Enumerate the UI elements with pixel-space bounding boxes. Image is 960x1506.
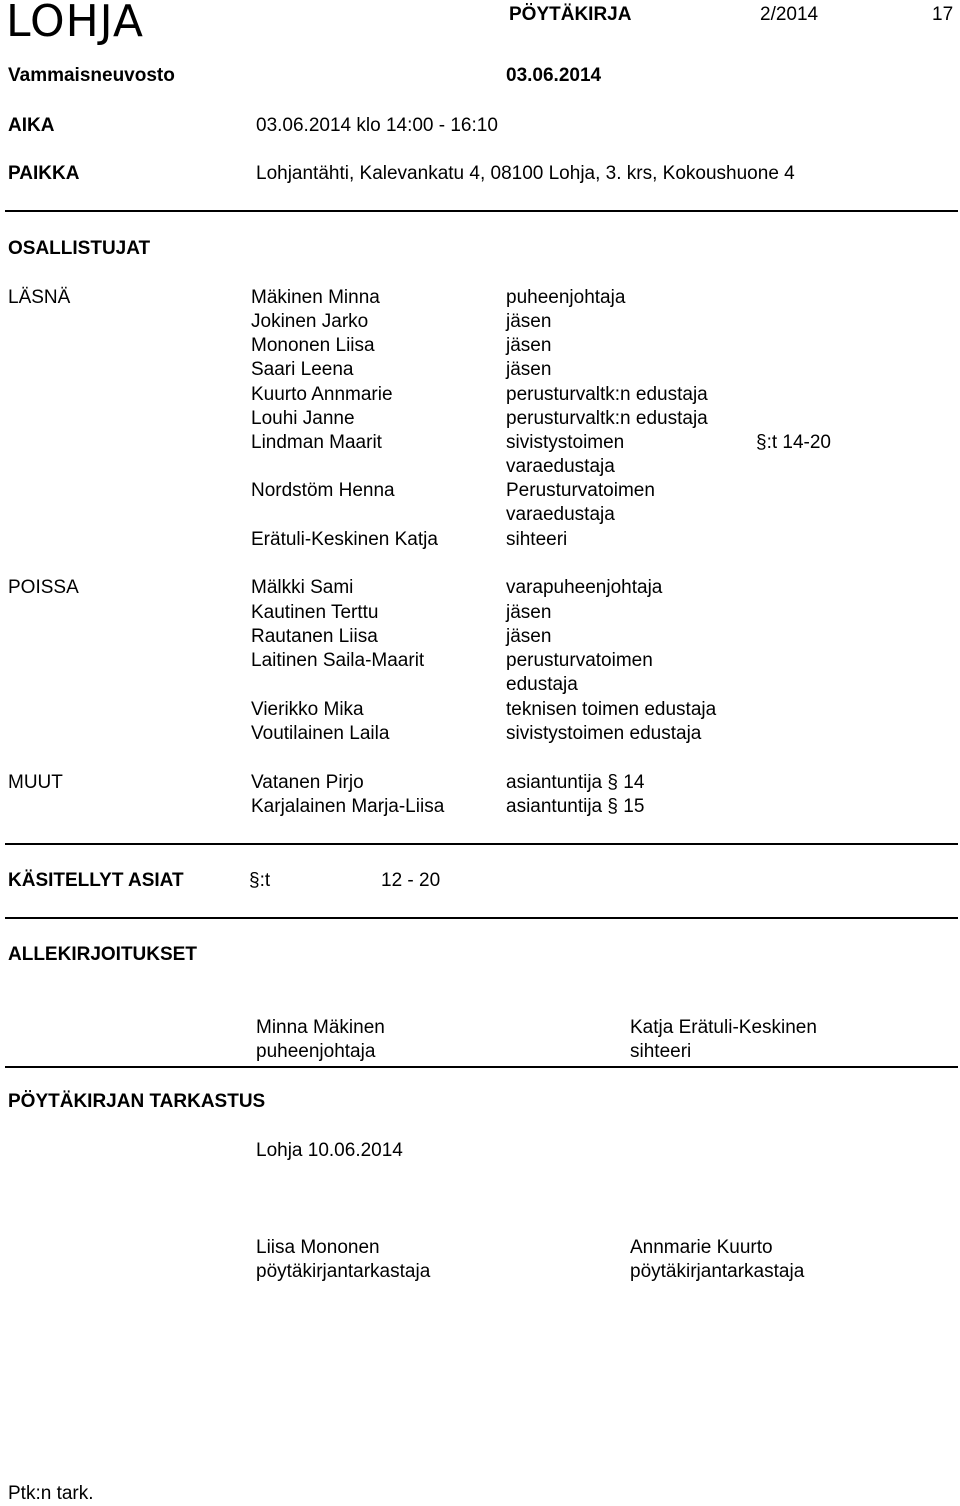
participant-role: jäsen [506, 602, 552, 623]
participant-role: sivistystoimen [506, 432, 625, 453]
participant-role: perusturvatoimen [506, 650, 653, 671]
organ-name: Vammaisneuvosto [8, 65, 175, 86]
reviewer-name: Annmarie Kuurto [630, 1237, 773, 1258]
list-item [0, 431, 960, 455]
place-value: Lohjantähti, Kalevankatu 4, 08100 Lohja, 3. krs, Kokoushuone 4 [256, 163, 795, 184]
divider [5, 210, 958, 212]
list-item [0, 722, 960, 746]
divider [5, 843, 958, 845]
list-item [0, 649, 960, 673]
list-item [0, 698, 960, 722]
reviewer-name: Liisa Mononen [256, 1237, 380, 1258]
participant-name: Voutilainen Laila [251, 723, 390, 744]
participant-name: Karjalainen Marja-Liisa [251, 796, 445, 817]
participant-name: Kautinen Terttu [251, 602, 379, 623]
participant-role: jäsen [506, 359, 552, 380]
review-place-date: Lohja 10.06.2014 [256, 1140, 403, 1161]
divider [5, 917, 958, 919]
participant-role: jäsen [506, 626, 552, 647]
list-item [0, 479, 960, 503]
participant-role: jäsen [506, 311, 552, 332]
list-item [0, 503, 960, 527]
list-item [0, 576, 960, 600]
participants-heading: OSALLISTUJAT [8, 238, 151, 259]
secretary-role: sihteeri [630, 1041, 692, 1062]
list-item [0, 310, 960, 334]
participant-role: asiantuntija § 15 [506, 796, 645, 817]
list-item [0, 286, 960, 310]
list-item [0, 528, 960, 552]
participant-role: varapuheenjohtaja [506, 577, 663, 598]
meeting-date: 03.06.2014 [506, 65, 602, 86]
participant-name: Lindman Maarit [251, 432, 382, 453]
list-item [0, 625, 960, 649]
participant-name: Vierikko Mika [251, 699, 364, 720]
participation-note: §:t 14-20 [756, 432, 831, 453]
reviewer-role: pöytäkirjantarkastaja [256, 1261, 431, 1282]
list-item [0, 407, 960, 431]
participant-name: Nordstöm Henna [251, 480, 395, 501]
page-number: 17 [932, 4, 954, 25]
list-item [0, 795, 960, 819]
reviewer-role: pöytäkirjantarkastaja [630, 1261, 805, 1282]
document-number: 2/2014 [760, 4, 819, 25]
participant-role: jäsen [506, 335, 552, 356]
items-range: 12 - 20 [381, 870, 441, 891]
list-item [0, 771, 960, 795]
list-item [0, 601, 960, 625]
participant-name: Jokinen Jarko [251, 311, 369, 332]
place-label: PAIKKA [8, 163, 80, 184]
signatures-label: ALLEKIRJOITUKSET [8, 944, 197, 965]
participant-role: varaedustaja [506, 504, 615, 525]
list-item [0, 673, 960, 697]
secretary-name: Katja Erätuli-Keskinen [630, 1017, 817, 1038]
items-label: KÄSITELLYT ASIAT [8, 870, 184, 891]
participant-role: sivistystoimen edustaja [506, 723, 702, 744]
lohja-logo: LOHJA [6, 0, 144, 47]
chair-role: puheenjohtaja [256, 1041, 376, 1062]
participant-name: Rautanen Liisa [251, 626, 378, 647]
footer-check: Ptk:n tark. [8, 1483, 94, 1504]
others-label: MUUT [8, 772, 63, 793]
participant-name: Laitinen Saila-Maarit [251, 650, 425, 671]
list-item [0, 383, 960, 407]
participant-role: Perusturvatoimen [506, 480, 655, 501]
present-label: LÄSNÄ [8, 287, 71, 308]
participant-name: Mäkinen Minna [251, 287, 380, 308]
participant-role: perusturvaltk:n edustaja [506, 384, 708, 405]
list-item [0, 455, 960, 479]
participant-role: edustaja [506, 674, 578, 695]
participant-role: puheenjohtaja [506, 287, 626, 308]
participant-name: Erätuli-Keskinen Katja [251, 529, 438, 550]
review-label: PÖYTÄKIRJAN TARKASTUS [8, 1091, 266, 1112]
time-value: 03.06.2014 klo 14:00 - 16:10 [256, 115, 498, 136]
participant-name: Kuurto Annmarie [251, 384, 393, 405]
document-type: PÖYTÄKIRJA [509, 4, 632, 25]
divider [5, 1066, 958, 1068]
participant-name: Mononen Liisa [251, 335, 375, 356]
time-label: AIKA [8, 115, 55, 136]
list-item [0, 358, 960, 382]
chair-name: Minna Mäkinen [256, 1017, 385, 1038]
participant-role: asiantuntija § 14 [506, 772, 645, 793]
participant-name: Mälkki Sami [251, 577, 354, 598]
participant-role: sihteeri [506, 529, 568, 550]
participant-name: Vatanen Pirjo [251, 772, 364, 793]
participant-name: Louhi Janne [251, 408, 355, 429]
participant-role: teknisen toimen edustaja [506, 699, 717, 720]
list-item [0, 334, 960, 358]
section-mark: §:t [249, 870, 271, 891]
absent-label: POISSA [8, 577, 79, 598]
participant-role: perusturvaltk:n edustaja [506, 408, 708, 429]
participant-name: Saari Leena [251, 359, 354, 380]
participant-role: varaedustaja [506, 456, 615, 477]
